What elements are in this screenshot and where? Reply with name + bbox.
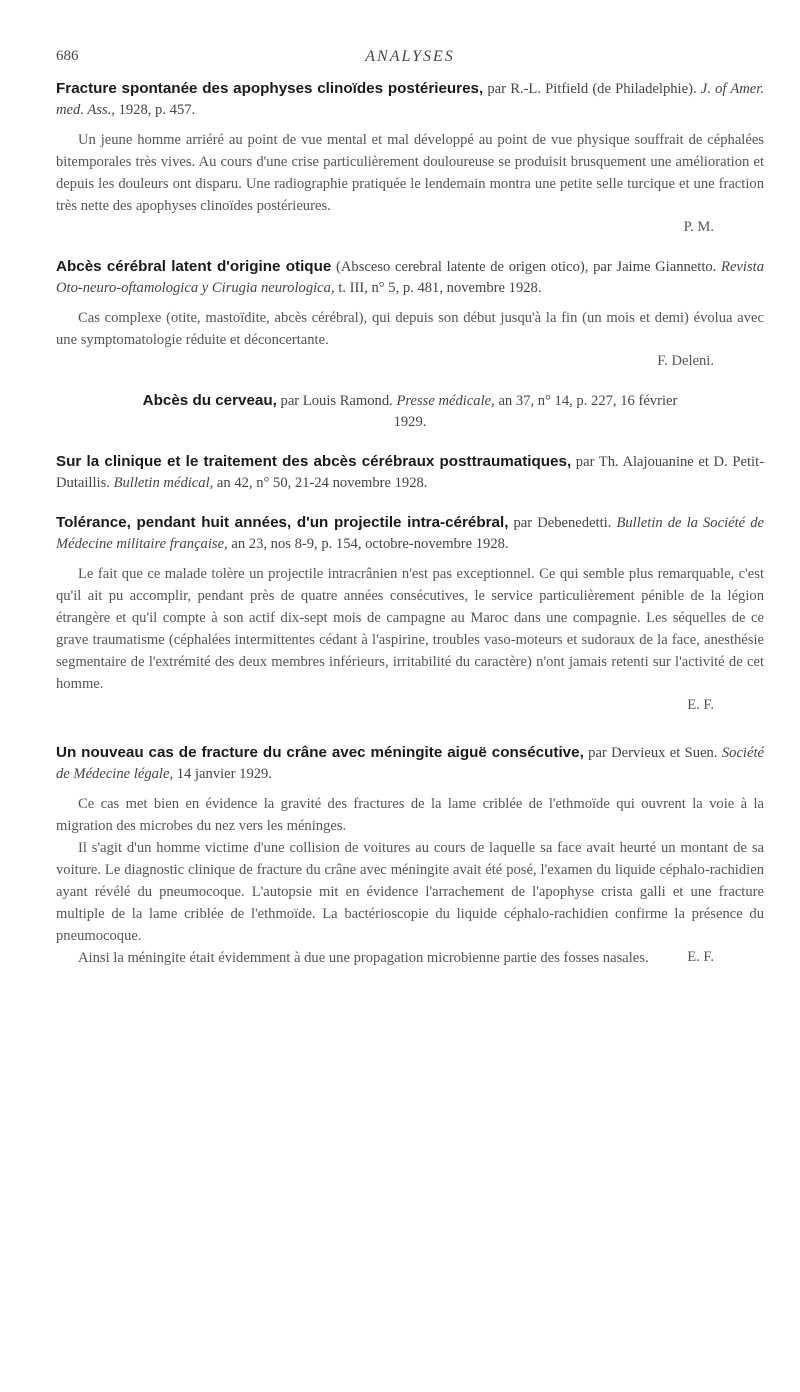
journal-name: Société de Médecine légale, xyxy=(56,745,764,782)
article-paragraph: Il s'agit d'un homme victime d'une collision de voitures au cours de laquelle sa face avait heurté un montant de sa voiture. Le diagnostic clinique de fracture du crâne avec méningite avait été posé, l'examen du liquide céphalo-rachidien ayant révélé du pneumocoque. L'autopsie mit en évidence l'arrachement de l'apophyse crista galli et une fracture multiple de la lame criblée de l'ethmoïde. La bactérioscopie du liquide céphalo-rachidien confirme la présence du pneumocoque. xyxy=(56,840,764,944)
journal-name: J. of Amer. med. Ass., xyxy=(56,81,764,118)
article-title: Tolérance, pendant huit années, d'un projectile intra-cérébral, xyxy=(56,514,509,531)
article-posttraumatic-abscess xyxy=(56,451,764,494)
article-citation: (Absceso cerebral latente de origen otico), par Jaime Giannetto. xyxy=(331,259,722,275)
article-citation-end: 1928, p. 457. xyxy=(114,102,196,118)
page-number: 686 xyxy=(56,48,79,64)
article-title: Abcès cérébral latent d'origine otique xyxy=(56,258,332,275)
article-clinoid-fracture xyxy=(56,78,764,238)
article-paragraph: Un jeune homme arriéré au point de vue mental et mal développé au point de vue physique souffrait de céphalées bitemporales très vives. Au cours d'une crise particulièrement douloureuse se produisit brusquement une amélioration et depuis les douleurs ont disparu. Une radiographie pratiquée le lendemain montra une petite selle turcique et une fraction très nette des apophyses clinoïdes postérieures. xyxy=(56,132,764,214)
article-paragraph-final xyxy=(56,947,764,969)
article-citation-end: 14 janvier 1929. xyxy=(173,766,272,782)
article-paragraph: Cas complexe (otite, mastoïdite, abcès cérébral), qui depuis son début jusqu'à la fin (un mois et demi) évolua avec une symptomatologie réduite et déconcertante. xyxy=(56,310,764,348)
article-paragraph-text: Ainsi la méningite était évidemment à due une propagation microbienne partie des fosses nasales. xyxy=(78,950,649,966)
reviewer-signature: P. M. xyxy=(683,219,714,235)
journal-name: Bulletin médical, xyxy=(113,475,214,491)
journal-name: Bulletin de la Société de Médecine militaire française, xyxy=(56,515,764,552)
article-citation: par R.-L. Pitfield (de Philadelphie). xyxy=(483,81,701,97)
article-heading xyxy=(56,451,764,494)
journal-page xyxy=(56,48,764,987)
article-citation-end: an 23, nos 8-9, p. 154, octobre-novembre 1928. xyxy=(227,536,509,552)
reviewer-signature: E. F. xyxy=(687,697,714,713)
article-skull-fracture-meningitis xyxy=(56,742,764,969)
running-head xyxy=(56,48,764,78)
article-title: Sur la clinique et le traitement des abcès cérébraux posttraumatiques, xyxy=(56,453,572,470)
article-title: Un nouveau cas de fracture du crâne avec méningite aiguë consécutive, xyxy=(56,744,584,761)
article-citation: par Dervieux et Suen. xyxy=(583,745,722,761)
article-citation-end: t. III, n° 5, p. 481, novembre 1928. xyxy=(334,280,542,296)
article-heading xyxy=(56,742,764,785)
running-title: ANALYSES xyxy=(365,48,455,65)
article-heading xyxy=(56,78,764,121)
journal-name: Presse médicale, xyxy=(396,393,495,409)
article-heading xyxy=(126,390,694,433)
reviewer-signature: E. F. xyxy=(687,949,714,965)
article-paragraph: Ce cas met bien en évidence la gravité des fractures de la lame criblée de l'ethmoïde qui ouvrent la voie à la migration des microbes du nez vers les méninges. xyxy=(56,796,764,834)
article-brain-abscess xyxy=(56,390,764,433)
article-projectile-tolerance xyxy=(56,512,764,716)
article-title: Fracture spontanée des apophyses clinoïdes postérieures, xyxy=(56,80,484,97)
article-citation-end: an 42, n° 50, 21-24 novembre 1928. xyxy=(213,475,428,491)
article-citation: par Debenedetti. xyxy=(508,515,617,531)
journal-name: Revista Oto-neuro-oftamologica y Cirugia neurologica, xyxy=(56,259,764,296)
article-heading xyxy=(56,512,764,555)
reviewer-signature: F. Deleni. xyxy=(657,353,714,369)
article-citation: par Th. Alajouanine et D. Petit-Dutaillis. xyxy=(56,454,764,491)
article-paragraph: Le fait que ce malade tolère un projectile intracrânien n'est pas exceptionnel. Ce qui semble plus remarquable, c'est qu'il ait pu accomplir, pendant près de quatre années consécutives, le service particulièrement pénible de la légion étrangère et qu'il compte à son actif dix-sept mois de campagne au Maroc dans une compagnie. Les séquelles de ce grave traumatisme (céphalées intermittentes cédant à l'aspirine, troubles vaso-moteurs et sudoraux de la face, anesthésie segmentaire de l'extrémité des deux membres inférieurs, irritabilité du caractère) n'ont jamais retenti sur l'activité de cet homme. xyxy=(56,566,764,692)
article-citation: par Louis Ramond. xyxy=(276,393,397,409)
article-otic-abscess xyxy=(56,256,764,372)
article-citation-end: an 37, n° 14, p. 227, 16 février 1929. xyxy=(393,393,678,430)
article-heading xyxy=(56,256,764,299)
article-title: Abcès du cerveau, xyxy=(142,392,277,409)
